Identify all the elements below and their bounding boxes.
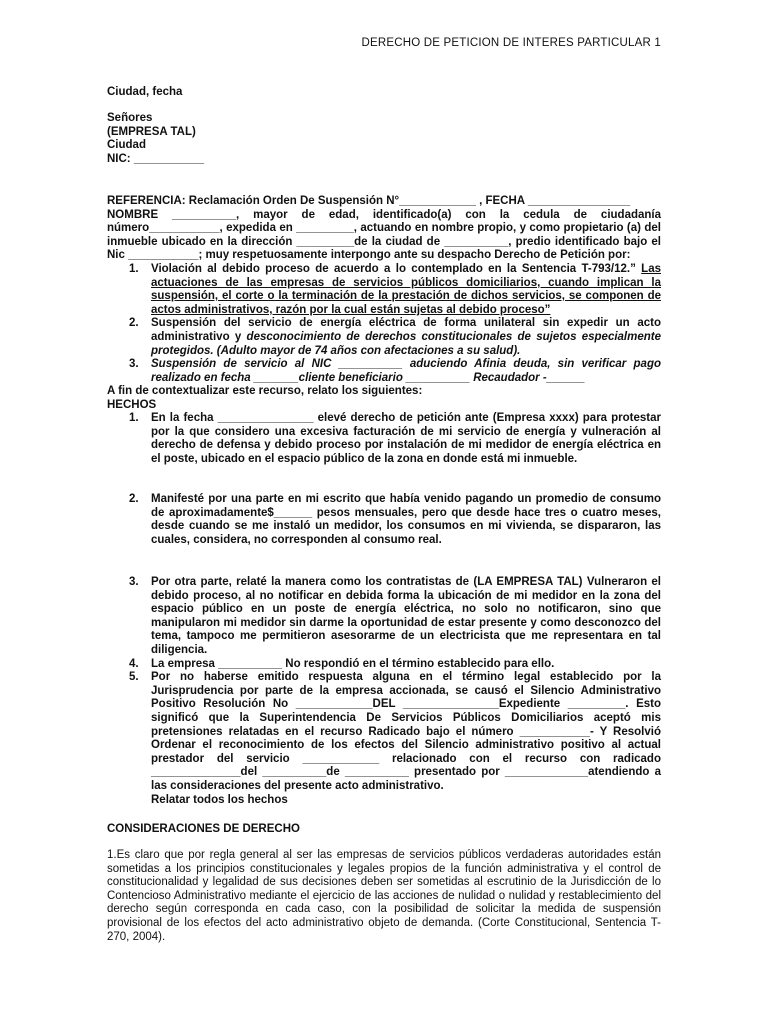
reference-list — [107, 263, 661, 385]
reference-item-1 — [107, 263, 661, 317]
city-date: Ciudad, fecha — [107, 86, 183, 98]
hechos-number: 2. — [129, 493, 139, 505]
hechos-item-3 — [107, 576, 661, 807]
hechos-item-2 — [107, 493, 661, 547]
reference-item-number: 3. — [129, 358, 139, 371]
hechos-title: HECHOS — [107, 398, 157, 411]
document-header: DERECHO DE PETICION DE INTERES PARTICULAR 1 — [361, 37, 661, 49]
hechos-text: Por no haberse emitido respuesta alguna en el término legal establecido por la Jurisprudencia por parte de la empresa accionada, se causó el Silencio Administrativo Positivo Resolución No ____________DEL _______________Expediente _________. Esto significó que la Superintendencia De Servicios Públicos Domiciliarios aceptó mis pretensiones relatadas en el recurso Radicado bajo el número ___________- Y Resolvió Ordenar el reconocimiento de los efectos del Silencio administrativo positivo al actual prestador del servicio ____________ relacionado con el recurso con radicado ______________del __________de __________ presentado por _____________atendiendo a las consideraciones del presente acto administrativo. — [151, 671, 661, 792]
reference-item-number: 1. — [129, 262, 139, 275]
hechos-number: 1. — [129, 412, 139, 424]
reference-item-italic: desconocimiento de derechos constitucionales de sujetos especialmente protegidos. (Adulto mayor de 74 años con afectaciones a su salud). — [151, 330, 661, 357]
reference-block — [107, 195, 661, 413]
consideraciones-title: CONSIDERACIONES DE DERECHO — [107, 823, 300, 835]
hechos-text: Por otra parte, relaté la manera como los contratistas de (LA EMPRESA TAL) Vulneraron el debido proceso, al no notificar en debida forma la ubicación de mi medidor en la zona del espacio público en un poste de energía eléctrica, no solo no notificaron, sino que manipularon mi medidor sin darme la oportunidad de estar presente y como desconozco del tema, tampoco me permitieron asesorarme de un electricista que me representara en tal diligencia. — [151, 576, 661, 656]
reference-item-quote: Las actuaciones de las empresas de servicios públicos domiciliarios, cuando implican la suspensión, el corte o la terminación de la prestación de dichos servicios, se componen de actos administrativos, razón por la cual están sujetas al debido proceso” — [151, 262, 661, 316]
reference-item-3 — [107, 358, 661, 385]
hechos-number: 3. — [129, 576, 139, 588]
reference-paragraph: NOMBRE __________, mayor de edad, identificado(a) con la cedula de ciudadanía número___________, expedida en _________, actuando en nombre propio, y como propietario (a) del inmueble ubicado en la dirección _________de la ciudad de __________, predio identificado bajo el Nic ___________; muy respetuosamente interpongo ante su despacho Derecho de Petición por: — [107, 208, 661, 262]
recipient-city: Ciudad — [107, 139, 146, 152]
hechos-number: 5. — [129, 671, 139, 684]
hechos-text: En la fecha _______________ elevé derecho de petición ante (Empresa xxxx) para protestar por la que considero una excesiva facturación de mi servicio de energía y vulneración al derecho de defensa y debido proceso por instalación de mi medidor de energía eléctrica en el poste, ubicado en el espacio público de la zona en donde está mi inmueble. — [151, 412, 661, 465]
reference-item-lead: Suspensión del servicio de energía eléctrica de forma unilateral sin expedir un acto administrativo y — [151, 317, 661, 343]
reference-title: REFERENCIA: Reclamación Orden De Suspensión N°____________ , FECHA ________________ — [107, 195, 631, 207]
reference-item-italic: Suspensión de servicio al NIC __________ aduciendo Afinia deuda, sin verificar pago realizado en fecha _______cliente beneficiario __________ Recaudador -______ — [151, 358, 661, 384]
reference-item-2 — [107, 317, 661, 358]
hechos-number: 4. — [129, 657, 139, 670]
recipient-nic: NIC: ___________ — [107, 152, 205, 165]
recipient-company: (EMPRESA TAL) — [107, 125, 196, 138]
intro-line: A fin de contextualizar este recurso, relato los siguientes: — [107, 385, 423, 398]
hechos-item-1 — [107, 412, 661, 466]
recipient-block — [107, 112, 661, 166]
hechos-text: Manifesté por una parte en mi escrito que había venido pagando un promedio de consumo de aproximadamente$______ pesos mensuales, pero que desde hace tres o cuatro meses, desde cuando se me instaló un medidor, los consumos en mi vivienda, se dispararon, las cuales, considera, no corresponden al consumo real. — [151, 493, 661, 546]
reference-item-number: 2. — [129, 317, 139, 330]
hechos-note: Relatar todos los hechos — [151, 793, 288, 806]
recipient-line: Señores — [107, 112, 153, 124]
consideraciones-paragraph: 1.Es claro que por regla general al ser las empresas de servicios públicos verdaderas autoridades están sometidas a los principios constitucionales y legales propios de la función administrativa y el control de constitucionalidad y legalidad de sus decisiones deben ser sometidas al escrutinio de la Jurisdicción de lo Contencioso Administrativo mediante el ejercicio de las acciones de nulidad o nulidad y restablecimiento del derecho según corresponda en cada caso, con la posibilidad de solicitar la medida de suspensión provisional de los efectos del acto administrativo objeto de demanda. (Corte Constitucional, Sentencia T-270, 2004). — [107, 849, 661, 943]
reference-item-lead: Violación al debido proceso de acuerdo a lo contemplado en la Sentencia T-793/12.” — [151, 262, 642, 275]
hechos-text: La empresa __________ No respondió en el término establecido para ello. — [151, 657, 555, 670]
